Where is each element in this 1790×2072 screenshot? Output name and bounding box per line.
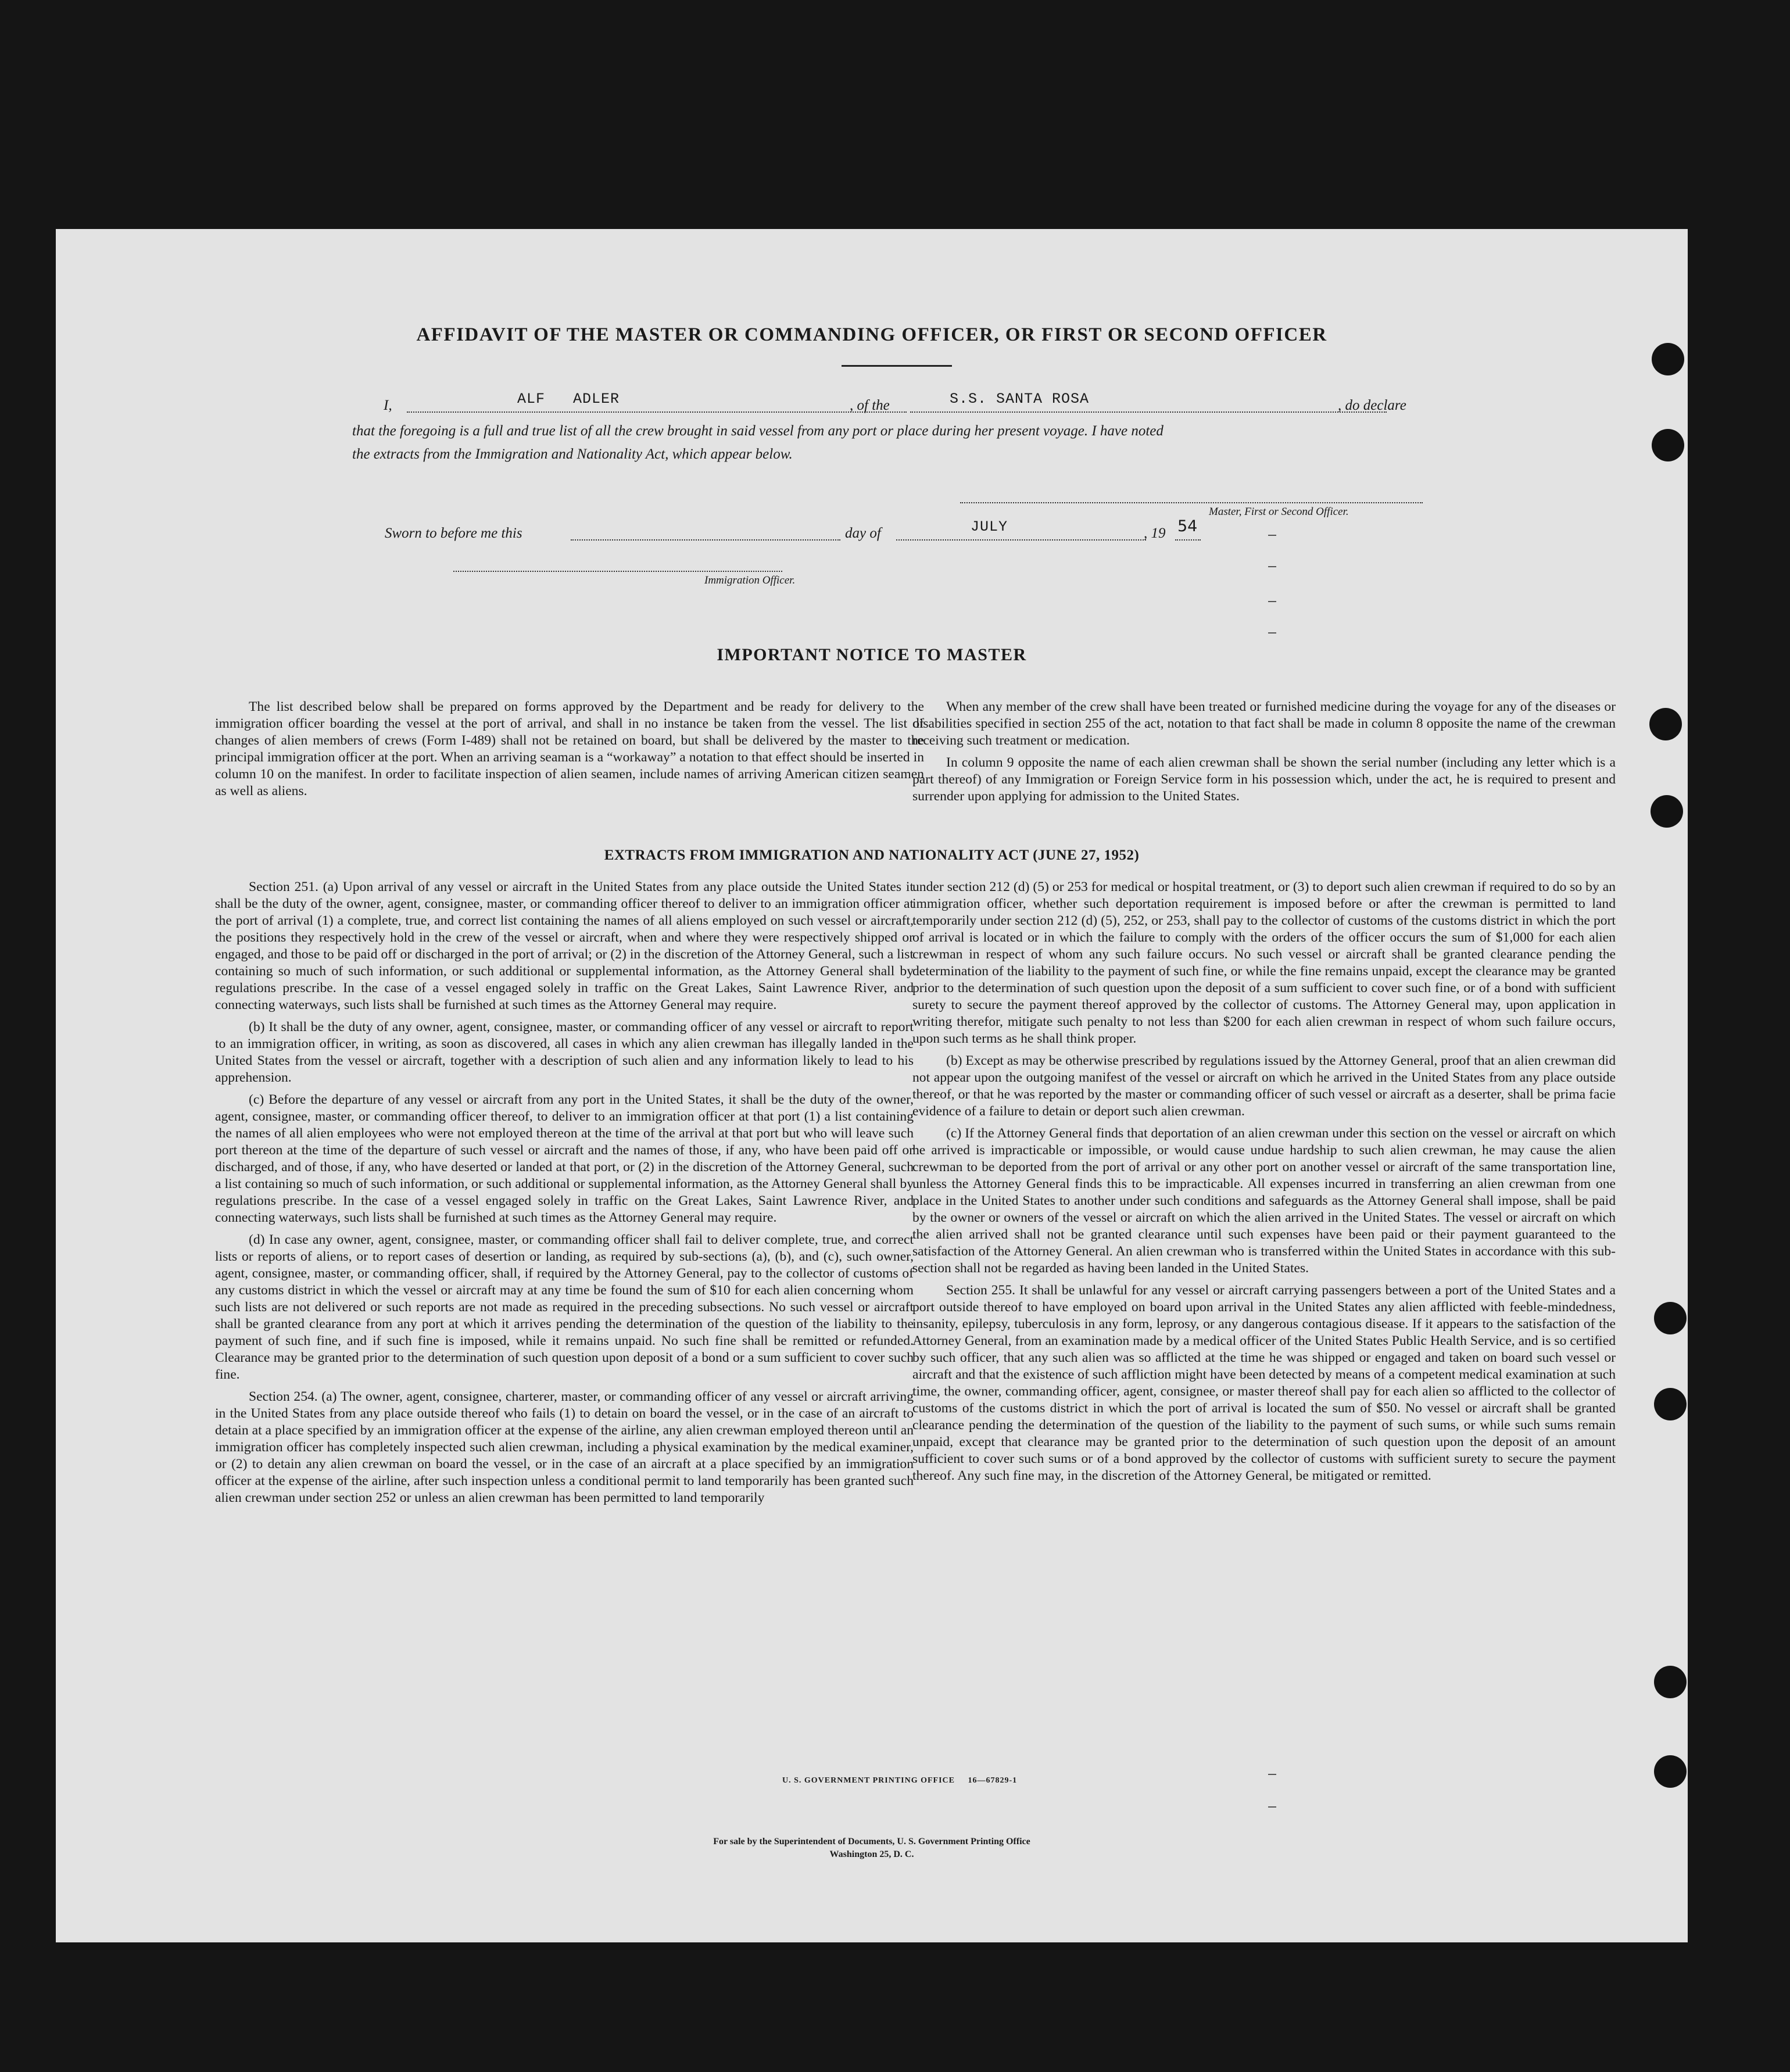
notice-left-column [215, 699, 924, 805]
extracts-title: EXTRACTS FROM IMMIGRATION AND NATIONALITY ACT (JUNE 27, 1952) [604, 847, 1140, 863]
officer-caption: Immigration Officer. [704, 574, 796, 586]
section-254-a-continued: under section 212 (d) (5) or 253 for medical or hospital treatment, or (3) to deport such alien crewman if required to do so by an immigration officer, whether such deportation requirement is imposed before or after the crewman is permitted to land temporarily under section 212 (d) (5), 252, or 253, shall pay to the collector of customs of the customs district in which the port of arrival is located or in which the failure to comply with the orders of the officer occurs the sum of $1,000 for each alien crewman in respect of whom any such failure occurs. No such vessel or aircraft shall be granted clearance pending the determination of the liability to the payment of such fine, or while the fine remains unpaid, except the clearance may be granted prior to the determination of such question upon the deposit of a sum sufficient to cover such fine, or of a bond with sufficient surety to secure the payment thereof approved by the collector of customs. The Attorney General may, upon application in writing therefor, mitigate such penalty to not less than $200 for each alien crewman in respect of whom such failure occurs, upon such terms as he shall think proper. [912, 879, 1616, 1046]
notice-right-paragraph: In column 9 opposite the name of each alien crewman shall be shown the serial number (including any letter which is a part thereof) of any Immigration or Foreign Service form in his possession which, under the act, he is required to present and surrender upon applying for admission to the United States. [912, 755, 1616, 804]
binder-hole [1651, 795, 1683, 828]
month-line [896, 539, 1146, 541]
notice-right-paragraph: When any member of the crew shall have been treated or furnished medicine during the voyage for any of the diseases or disabilities specified in section 255 of the act, notation to that fact shall be made in column 8 opposite the name of the crewman receiving such treatment or medication. [912, 699, 1616, 748]
binder-hole [1652, 429, 1684, 461]
of-the-label: , of the [850, 398, 890, 413]
day-line [571, 539, 840, 541]
sale-notice-line-2: Washington 25, D. C. [829, 1849, 914, 1859]
margin-mark [1268, 601, 1276, 602]
i-label: I, [384, 398, 392, 413]
master-name-field: ALF ADLER [517, 391, 620, 407]
printing-office-imprint: U. S. GOVERNMENT PRINTING OFFICE 16—67829-1 [782, 1776, 1018, 1785]
year-label: , 19 [1144, 525, 1166, 541]
binder-hole [1654, 1755, 1687, 1788]
margin-mark [1268, 1806, 1276, 1808]
section-251-b: (b) It shall be the duty of any owner, agent, consignee, master, or commanding officer of any vessel or aircraft to report to an immigration officer, in writing, as soon as discovered, all cases in which any alien crewman has illegally landed in the United States from the vessel or aircraft, together with a description of such alien and any information likely to lead to his apprehension. [215, 1019, 914, 1085]
section-254-c: (c) If the Attorney General finds that deportation of an alien crewman under this section on the vessel or aircraft on which he arrived is impracticable or impossible, or would cause undue hardship to such alien crewman, he may cause the alien crewman to be deported from the port of arrival or any other port on another vessel or aircraft of the same transportation line, unless the Attorney General finds this to be impracticable. All expenses incurred in transferring an alien crewman from one place in the United States to another under such conditions and safeguards as the Attorney General shall impose, shall be paid by the owner or owners of the vessel or aircraft on which the alien arrived in the United States. The vessel or aircraft on which the alien arrived shall not be granted clearance until such expenses have been paid or their payment guaranteed to the satisfaction of the Attorney General. An alien crewman who is transferred within the United States in accordance with this sub-section shall not be regarded as having been landed in the United States. [912, 1126, 1616, 1276]
section-254-a: Section 254. (a) The owner, agent, consignee, charterer, master, or commanding officer of any vessel or aircraft arriving in the United States from any place outside thereof who fails (1) to detain on board the vessel, or in the case of an aircraft to detain at a place specified by an immigration officer at the expense of the airline, any alien crewman employed thereon until an immigration officer has completely inspected such alien crewman, including a physical examination by the medical examiner, or (2) to detain any alien crewman on board the vessel, or in the case of an aircraft at a place specified by an immigration officer at the expense of the airline, after such inspection unless a conditional permit to land temporarily has been granted such alien crewman under section 252 or unless an alien crewman has been permitted to land temporarily [215, 1389, 914, 1505]
notice-left-paragraph: The list described below shall be prepared on forms approved by the Department and be ready for delivery to the immigration officer boarding the vessel at the port of arrival, and shall in no instance be taken from the vessel. The list of changes of alien members of crews (Form I-489) shall not be retained on board, but shall be delivered by the master to the principal immigration officer at the port. When an arriving seaman is a “workaway” a notation to that effect should be inserted in column 10 on the manifest. In order to facilitate inspection of alien seamen, include names of arriving American citizen seamen as well as aliens. [215, 699, 924, 799]
margin-mark [1268, 566, 1276, 567]
day-label: day of [845, 525, 881, 541]
section-251-c: (c) Before the departure of any vessel or aircraft from any port in the United States, it shall be the duty of the owner, agent, consignee, master, or commanding officer thereof, to deliver to an immigration officer at that port (1) a list containing the names of all alien employees who were not employed thereon at the time of the arrival at that port but who will leave such port thereon at the time of the departure of such vessel or aircraft and the names of those, if any, who have been paid off or discharged, and of those, if any, who have deserted or landed at that port, or (2) in the discretion of the Attorney General, such a list containing so much of such information, or such additional or supplemental information, as the Attorney General shall by regulations prescribe. In the case of a vessel engaged solely in traffic on the Great Lakes, Saint Lawrence River, and connecting waterways, such lists shall be furnished at such times as the Attorney General may require. [215, 1092, 914, 1225]
binder-hole [1654, 1388, 1687, 1420]
margin-mark [1268, 1774, 1276, 1775]
sale-notice-line-1: For sale by the Superintendent of Documents, U. S. Government Printing Office [713, 1837, 1030, 1846]
margin-mark [1268, 535, 1276, 536]
extracts-right-column [912, 879, 1616, 1490]
vessel-line [910, 411, 1387, 413]
declaration-line-1: that the foregoing is a full and true list of all the crew brought in said vessel from any port or place during her present voyage. I have noted [352, 423, 1164, 439]
declaration-line-2: the extracts from the Immigration and Nationality Act, which appear below. [352, 446, 793, 462]
signature-caption: Master, First or Second Officer. [1209, 506, 1349, 518]
binder-hole [1654, 1302, 1687, 1334]
form-page [56, 229, 1688, 1942]
title-rule [842, 365, 952, 367]
sworn-label: Sworn to before me this [385, 525, 522, 541]
margin-mark [1268, 632, 1276, 634]
extracts-left-column [215, 879, 914, 1512]
binder-hole [1649, 708, 1682, 740]
signature-line [960, 502, 1423, 503]
binder-hole [1654, 1666, 1687, 1698]
notice-title: IMPORTANT NOTICE TO MASTER [717, 645, 1027, 664]
section-254-b: (b) Except as may be otherwise prescribed by regulations issued by the Attorney General, proof that an alien crewman did not appear upon the outgoing manifest of the vessel or aircraft on which he arrived in the United States from any place outside thereof, or that he was reported by the master or commanding officer of such vessel or aircraft as a deserter, shall be prima facie evidence of a failure to detain or deport such alien crewman. [912, 1053, 1616, 1119]
affidavit-title: AFFIDAVIT OF THE MASTER OR COMMANDING OFFICER, OR FIRST OR SECOND OFFICER [416, 324, 1327, 345]
year-line [1175, 539, 1201, 541]
officer-line [453, 571, 782, 572]
binder-hole [1652, 343, 1684, 375]
do-declare-label: , do declare [1338, 398, 1406, 413]
section-255: Section 255. It shall be unlawful for any vessel or aircraft carrying passengers between a port of the United States and a port outside thereof to have employed on board upon arrival in the United States any alien afflicted with feeble-mindedness, insanity, epilepsy, tuberculosis in any form, leprosy, or any dangerous contagious disease. If it appears to the satisfaction of the Attorney General, from an examination made by a medical officer of the United States Public Health Service, and is so certified by such officer, that any such alien was so afflicted at the time he was shipped or engaged and taken on board such vessel or aircraft and that the existence of such affliction might have been detected by means of a competent medical examination at such time, the owner, commanding officer, agent, consignee, or master thereof shall pay for each alien so afflicted to the collector of customs of the customs district in which the port of arrival is located the sum of $50. No vessel or aircraft shall be granted clearance pending the determination of the question of the liability to the payment of such sums, or while such sums remain unpaid, except that clearance may be granted prior to the determination of such question upon the deposit of an amount sufficient to cover such sums or of a bond approved by the collector of customs with sufficient surety to secure the payment thereof. Any such fine may, in the discretion of the Attorney General, be mitigated or remitted. [912, 1283, 1616, 1483]
year-field: 54 [1177, 517, 1198, 535]
notice-right-column [912, 699, 1616, 810]
section-251-d: (d) In case any owner, agent, consignee, master, or commanding officer shall fail to deliver complete, true, and correct lists or reports of aliens, or to report cases of desertion or landing, as required by sub-sections (a), (b), and (c), such owner, agent, consignee, master, or commanding officer, shall, if required by the Attorney General, pay to the collector of customs of any customs district in which the vessel or aircraft may at any time be found the sum of $10 for each alien concerning whom such lists are not delivered or such reports are not made as required in the preceding subsections. No such vessel or aircraft shall be granted clearance from any port at which it arrives pending the determination of the question of the liability to the payment of such fine, and if such fine is imposed, while it remains unpaid. No such fine shall be remitted or refunded. Clearance may be granted prior to the determination of such question upon deposit of a bond or a sum sufficient to cover such fine. [215, 1232, 914, 1382]
section-251-a: Section 251. (a) Upon arrival of any vessel or aircraft in the United States from any place outside the United States it shall be the duty of the owner, agent, consignee, master, or commanding officer thereof to deliver to an immigration officer at the port of arrival (1) a complete, true, and correct list containing the names of all aliens employed on such vessel or aircraft, the positions they respectively hold in the crew of the vessel or aircraft, when and where they were respectively shipped or engaged, and those to be paid off or discharged in the port of arrival; or (2) in the discretion of the Attorney General, such a list containing so much of such information, or such additional or supplemental information, as the Attorney General shall by regulations prescribe. In the case of a vessel engaged solely in traffic on the Great Lakes, Saint Lawrence River, and connecting waterways, such lists shall be furnished at such times as the Attorney General may require. [215, 879, 914, 1012]
vessel-name-field: S.S. SANTA ROSA [950, 391, 1090, 407]
month-field: JULY [971, 518, 1008, 535]
name-line [407, 411, 907, 413]
